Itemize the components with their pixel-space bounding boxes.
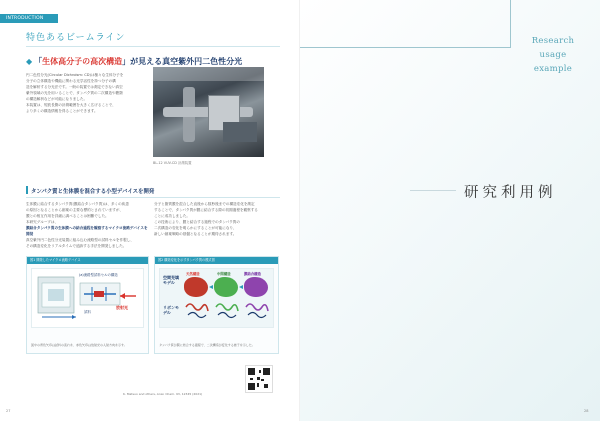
label-line: Research: [531, 36, 575, 46]
text-line: の原因となることから創薬の主要な標的とされていますが、: [26, 208, 124, 212]
page-number-right: 28: [584, 409, 589, 413]
research-paragraph: [26, 201, 148, 253]
device-diagram-svg: [32, 269, 143, 327]
text-line: 円二色性分光(Circular Dichroism: CD)は様々な生体分子を: [26, 73, 124, 77]
text-line: 本研究グループは、: [26, 220, 59, 224]
section-title-japanese: 研究利用例: [464, 185, 557, 201]
ribbon-models-svg: [160, 269, 275, 327]
figure-protein-models: [154, 256, 279, 354]
figure-title: 図2 構造変化を示すタンパク質の模式図: [155, 257, 278, 264]
section-label-english: [518, 34, 588, 76]
qr-code[interactable]: [245, 365, 273, 393]
figure-note: タンパク質が膜に結合する過程で、二次構造が変化する様子を示した。: [159, 343, 255, 347]
title-divider: [26, 46, 280, 47]
text-line: することで、タンパク質が膜に結合する際の初期過程を観察する: [154, 208, 258, 212]
reference-citation: K. Matsuo and others, Anal. Chem. 93, 12345 (2021): [123, 392, 203, 396]
page-number-left: 27: [6, 409, 11, 413]
text-line: 新しい創薬戦略の基盤となることが期待されます。: [154, 232, 237, 236]
title-accent-rule: [410, 190, 456, 191]
text-line: 分子と脂質膜を混合した直後から数秒後までの構造変化を測定: [154, 202, 255, 206]
model-label-space: 空間充填モデル: [163, 275, 179, 285]
text-line: ことに成功しました。: [154, 214, 190, 218]
page-title: 特色あるビームライン: [26, 33, 126, 43]
text-line: 本装置は、短波長側の計測範囲を大きく広げることで、: [26, 103, 116, 107]
text-line: 分子の立体構造や機能に関わる光学活性を持つ分子の構: [26, 79, 116, 83]
photo-caption: BL-12 VUV-CD 計測装置: [153, 161, 192, 165]
device-label-top: (a)流路型試料セルの構造: [79, 273, 118, 277]
text-line: この技術により、膜と結合する過程でのタンパク質の: [154, 220, 240, 224]
text-line: より多くの構造情報を得ることができます。: [26, 109, 98, 113]
label-line: example: [533, 64, 573, 74]
heading-prefix: 「: [34, 57, 43, 66]
state-label-membrane: 膜結合構造: [244, 272, 261, 276]
text-line: 二次構造の変化を明らかにすることが可能になり、: [154, 226, 237, 230]
protein-model-diagram: [159, 268, 274, 328]
text-line: 生体膜に結合するタンパク質(膜結合タンパク質)は、多くの疾患: [26, 202, 129, 206]
heading-divider: [26, 197, 280, 198]
diamond-icon: ◆: [26, 57, 33, 66]
light-label: 放射光: [116, 305, 128, 310]
emphasis-text: 膜結合タンパク質の生体膜への結合過程を観察するマイクロ流路デバイスを開発: [26, 226, 148, 236]
text-line: の構造解析などが可能になりました。: [26, 97, 88, 101]
article-heading-1: [26, 56, 242, 67]
intro-paragraph: [26, 72, 146, 128]
sample-label: 試料: [84, 310, 91, 314]
text-line: 造を解析する分光法です。一般の装置では測定できない真空: [26, 85, 123, 89]
device-diagram: [31, 268, 144, 328]
text-line: 真空紫外円二色性分光装置に組み込む流路型の試料セルを作製し、: [26, 238, 134, 242]
text-line: その構造変化をリアルタイムで追跡する手法を開発しました。: [26, 244, 127, 248]
instrument-photo: [153, 67, 264, 157]
figure-device: [26, 256, 149, 354]
article-heading-2: タンパク質と生体膜を混合する小型デバイスを開発: [31, 189, 155, 195]
model-label-ribbon: リボンモデル: [163, 305, 179, 315]
label-line: usage: [539, 50, 567, 60]
state-label-native: 天然構造: [186, 272, 200, 276]
research-paragraph-2: [154, 201, 276, 253]
heading-suffix: 」が見える真空紫外円二色性分光: [122, 57, 243, 66]
text-line: 紫外領域の光を用いることで、タンパク質の二次構造や糖類: [26, 91, 123, 95]
frame-rule-horizontal: [300, 47, 511, 48]
heading-bar: [26, 186, 28, 194]
heading-highlight: 生体高分子の高次構造: [42, 57, 123, 66]
state-label-intermediate: 中間構造: [217, 272, 231, 276]
section-tab: INTRODUCTION: [0, 14, 58, 23]
text-line: 膜との相互作用を詳細に調べることは困難でした。: [26, 214, 109, 218]
figure-title: 図1 開発したマイクロ流路デバイス: [27, 257, 148, 264]
figure-note: 図中の青色矢印は試料の流れを、赤色矢印は放射光の入射方向を示す。: [31, 343, 127, 347]
frame-rule-vertical: [510, 0, 511, 48]
